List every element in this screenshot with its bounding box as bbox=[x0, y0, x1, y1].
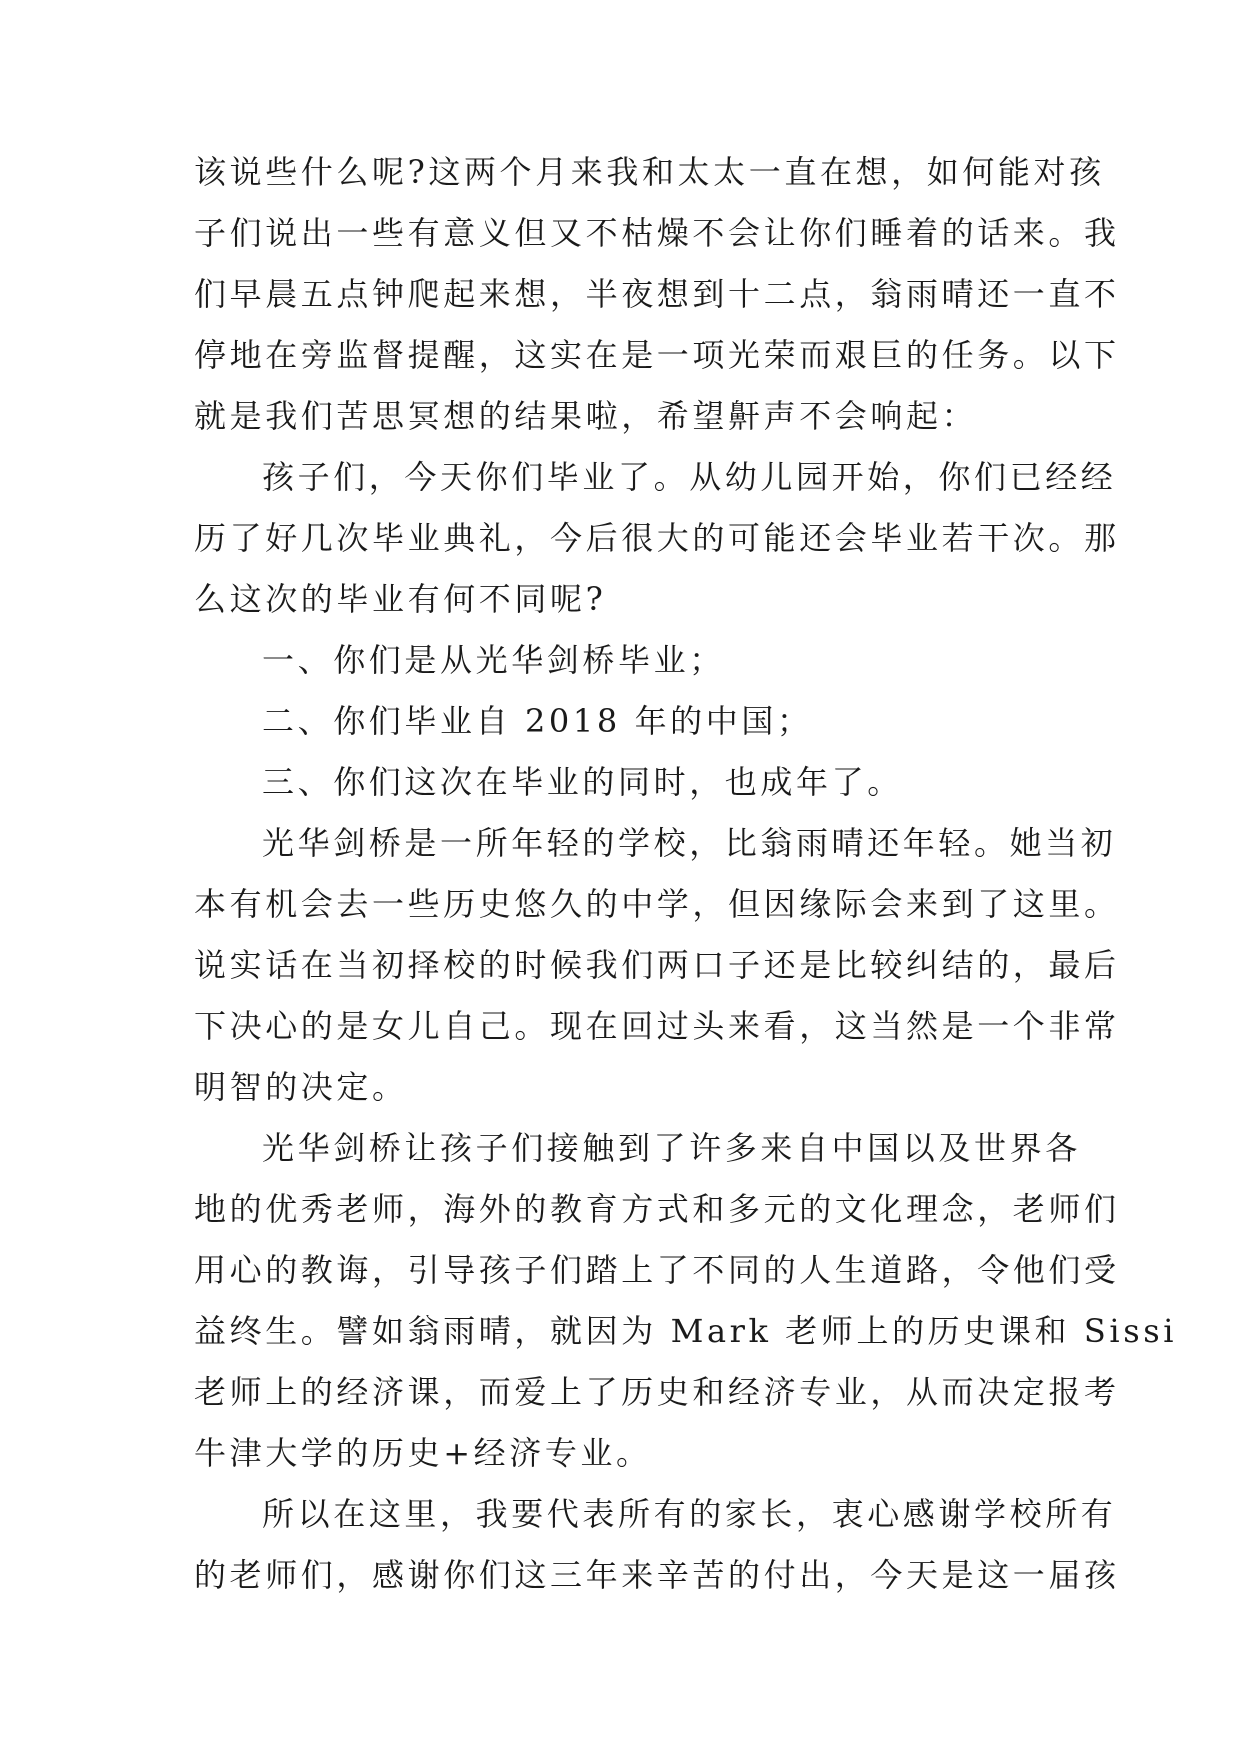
body-text bbox=[194, 142, 1178, 1606]
text-line: 历了好几次毕业典礼，今后很大的可能还会毕业若干次。那 bbox=[194, 519, 1120, 557]
text-line: 该说些什么呢?这两个月来我和太太一直在想，如何能对孩 bbox=[194, 153, 1105, 191]
list-item: 一、你们是从光华剑桥毕业； bbox=[262, 641, 725, 679]
list-item: 三、你们这次在毕业的同时，也成年了。 bbox=[262, 763, 903, 801]
text-line: 下决心的是女儿自己。现在回过头来看，这当然是一个非常 bbox=[194, 1007, 1120, 1045]
text-line: 子们说出一些有意义但又不枯燥不会让你们睡着的话来。我 bbox=[194, 214, 1120, 252]
text-line: 说实话在当初择校的时候我们两口子还是比较纠结的，最后 bbox=[194, 946, 1120, 984]
text-line: 用心的教诲，引导孩子们踏上了不同的人生道路，令他们受 bbox=[194, 1251, 1120, 1289]
text-line: 停地在旁监督提醒，这实在是一项光荣而艰巨的任务。以下 bbox=[194, 336, 1120, 374]
paragraph-start-line: 所以在这里，我要代表所有的家长，衷心感谢学校所有 bbox=[262, 1495, 1117, 1533]
paragraph-start-line: 光华剑桥是一所年轻的学校，比翁雨晴还年轻。她当初 bbox=[262, 824, 1117, 862]
paragraph-start-line: 孩子们，今天你们毕业了。从幼儿园开始，你们已经经 bbox=[262, 458, 1117, 496]
text-line: 明智的决定。 bbox=[194, 1068, 408, 1106]
paragraph-start-line: 光华剑桥让孩子们接触到了许多来自中国以及世界各 bbox=[262, 1129, 1081, 1167]
text-line: 么这次的毕业有何不同呢? bbox=[194, 580, 607, 618]
text-line: 们早晨五点钟爬起来想，半夜想到十二点，翁雨晴还一直不 bbox=[194, 275, 1120, 313]
text-line: 的老师们，感谢你们这三年来辛苦的付出，今天是这一届孩 bbox=[194, 1556, 1120, 1594]
text-line: 益终生。譬如翁雨晴，就因为 Mark 老师上的历史课和 Sissi bbox=[194, 1312, 1178, 1350]
text-line: 就是我们苦思冥想的结果啦，希望鼾声不会响起： bbox=[194, 397, 978, 435]
text-line: 牛津大学的历史+经济专业。 bbox=[194, 1434, 652, 1472]
text-line: 地的优秀老师，海外的教育方式和多元的文化理念，老师们 bbox=[194, 1190, 1120, 1228]
text-line: 本有机会去一些历史悠久的中学，但因缘际会来到了这里。 bbox=[194, 885, 1120, 923]
list-item: 二、你们毕业自 2018 年的中国； bbox=[262, 702, 813, 740]
text-line: 老师上的经济课，而爱上了历史和经济专业，从而决定报考 bbox=[194, 1373, 1120, 1411]
